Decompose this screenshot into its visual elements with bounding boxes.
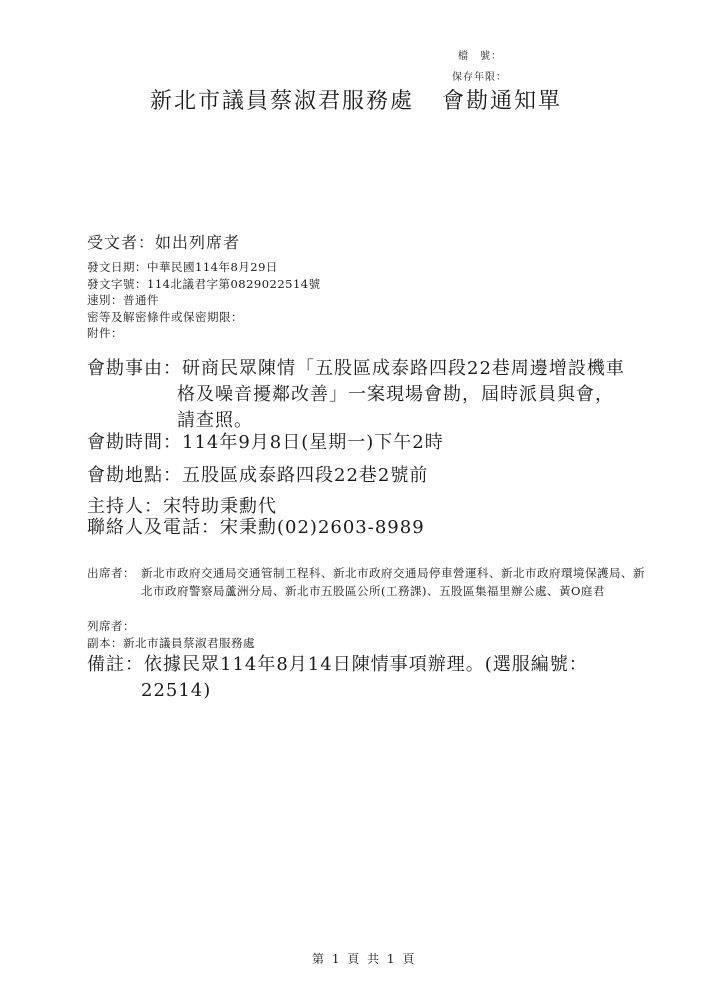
document-number: 發文字號：114北議君字第0829022514號 <box>87 276 321 291</box>
host-value: 宋特助秉勳代 <box>163 496 277 517</box>
contact-label: 聯絡人及電話： <box>87 517 220 538</box>
place-label: 會勘地點： <box>87 465 182 486</box>
delivery-speed: 速別：普通件 <box>87 293 159 307</box>
remarks <box>87 652 588 704</box>
issue-date: 發文日期：中華民國114年8月29日 <box>87 260 278 274</box>
document-title <box>150 84 562 115</box>
file-number-label: 檔 號： <box>458 51 502 62</box>
inspection-place <box>87 463 428 489</box>
time-value: 114年9月8日(星期一)下午2時 <box>182 432 444 453</box>
attendees-block <box>87 564 647 600</box>
recipient-value: 如出列席者 <box>155 233 241 252</box>
document-type: 會勘通知單 <box>442 89 563 114</box>
inspection-time <box>87 430 444 456</box>
remarks-line-1: 依據民眾114年8月14日陳情事項辦理。(選服編號： <box>144 654 588 675</box>
remarks-label: 備註： <box>87 654 144 675</box>
retention-period-label: 保存年限： <box>452 72 507 83</box>
secrecy-level: 密等及解密條件或保密期限： <box>87 309 243 324</box>
attendees-label: 出席者： <box>87 566 135 580</box>
reason-label: 會勘事由： <box>87 358 182 379</box>
reason-line-1: 研商民眾陳情「五股區成泰路四段22巷周邊增設機車 <box>182 358 625 379</box>
host-label: 主持人： <box>87 496 163 517</box>
reason-line-3: 請查照。 <box>177 410 253 431</box>
copy-line <box>87 634 255 652</box>
place-value: 五股區成泰路四段22巷2號前 <box>182 465 429 486</box>
page-number: 第 1 頁 共 1 頁 <box>312 952 417 966</box>
recipient-line <box>87 230 240 253</box>
inspection-reason <box>87 356 625 434</box>
copy-label: 副本： <box>87 636 123 650</box>
reason-line-2: 格及噪音擾鄰改善」一案現場會勘，屆時派員與會， <box>177 384 614 405</box>
attachment: 附件： <box>87 326 123 340</box>
remarks-line-2: 22514) <box>141 680 212 701</box>
observers-label: 列席者： <box>87 619 135 633</box>
contact <box>87 515 425 541</box>
office-name: 新北市議員蔡淑君服務處 <box>150 89 415 114</box>
recipient-label: 受文者： <box>87 233 156 252</box>
meta-block <box>87 259 321 342</box>
contact-value: 宋秉勳(02)2603-8989 <box>220 517 425 538</box>
copy-value: 新北市議員蔡淑君服務處 <box>123 636 255 650</box>
time-label: 會勘時間： <box>87 432 182 453</box>
attendees-value: 新北市政府交通局交通管制工程科、新北市政府交通局停車營運科、新北市政府環境保護局、新北市政府警察局蘆洲分局、新北市五股區公所(工務課)、五股區集福里辦公處、黃O庭君 <box>141 566 645 598</box>
